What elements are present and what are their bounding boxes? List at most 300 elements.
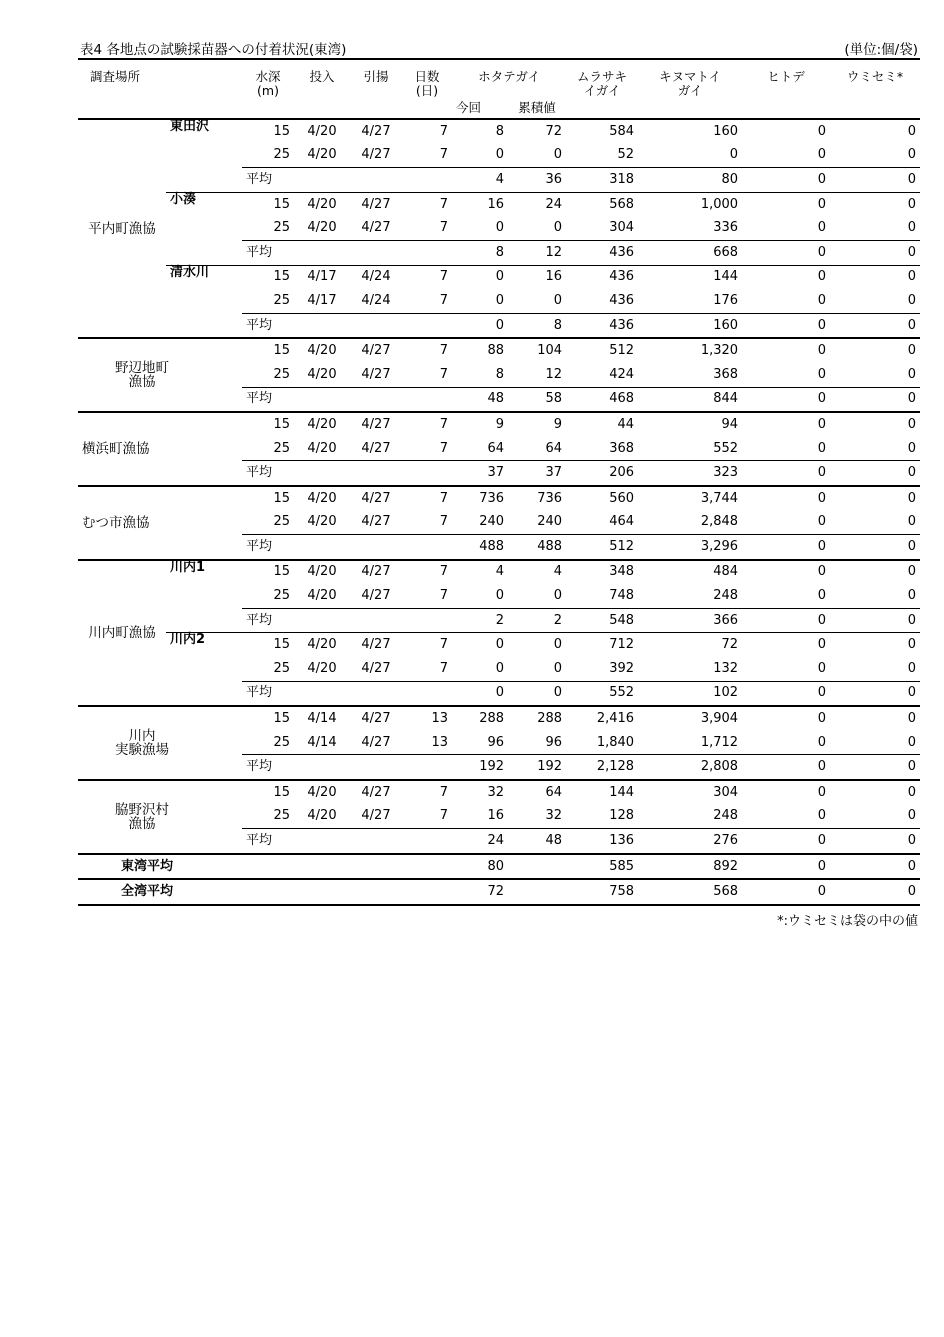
data-cell: 24 [508,192,566,216]
data-cell: 248 [713,588,739,604]
avg-label: 平均 [242,535,294,560]
data-cell: 7 [439,660,449,676]
avg-cell: 318 [566,168,638,193]
data-cell: 15 [242,192,294,216]
data-cell: 0 [817,147,827,163]
data-cell: 0 [830,338,920,363]
data-cell: 4/14 [294,706,350,731]
data-cell: 72 [508,119,566,144]
data-cell: 288 [452,706,508,731]
data-cell: 2,848 [700,514,739,530]
data-cell: 512 [566,338,638,363]
avg-cell: 160 [638,313,742,338]
data-cell: 4/20 [307,440,337,456]
data-cell: 4/20 [307,366,337,382]
data-cell: 13 [402,706,452,731]
hiranai-location [78,119,166,338]
data-cell: 4/27 [350,486,402,511]
data-cell: 2,416 [566,706,638,731]
data-cell: 0 [817,514,827,530]
data-cell: 4/27 [361,588,391,604]
avg-cell: 80 [638,168,742,193]
data-cell: 368 [609,440,635,456]
avg-cell: 366 [638,608,742,633]
data-cell: 4/27 [350,780,402,805]
data-cell: 0 [817,808,827,824]
data-cell: 16 [508,265,566,289]
sub-location: 小湊 [166,192,242,265]
header-location: 調査場所 [90,69,141,84]
data-cell: 4/20 [294,780,350,805]
data-cell: 7 [439,366,449,382]
data-cell: 424 [609,366,635,382]
header-days: 日数 (日) [414,69,440,98]
avg-cell: 102 [638,681,742,706]
data-cell: 15 [242,780,294,805]
data-cell: 0 [495,147,505,163]
data-cell: 0 [817,734,827,750]
data-cell: 0 [742,412,830,437]
data-cell: 88 [452,338,508,363]
data-cell: 7 [402,486,452,511]
data-cell: 0 [495,660,505,676]
data-cell: 0 [817,220,827,236]
avg-cell: 2 [508,608,566,633]
data-cell: 736 [508,486,566,511]
data-cell: 0 [907,734,917,750]
sub-location: 川内2 [166,633,242,706]
avg-empty [294,681,452,706]
data-cell: 4/20 [307,660,337,676]
header-scallop-cumulative: 累積値 [518,100,556,115]
data-cell: 0 [742,192,830,216]
data-cell: 8 [495,366,505,382]
avg-cell: 136 [566,829,638,854]
data-cell: 0 [553,588,563,604]
avg-cell: 0 [742,168,830,193]
avg-cell: 323 [638,461,742,486]
data-cell: 15 [242,119,294,144]
data-cell: 4/27 [361,440,391,456]
site-row [78,706,920,731]
summary-cell: 892 [638,854,742,880]
avg-cell: 192 [452,755,508,780]
data-cell: 0 [830,560,920,585]
avg-empty [294,535,452,560]
data-cell: 4/20 [307,588,337,604]
data-cell: 1,712 [700,734,739,750]
data-cell: 1,000 [638,192,742,216]
avg-label: 平均 [242,461,294,486]
avg-label: 平均 [242,240,294,265]
data-cell: 4/20 [294,338,350,363]
data-cell: 712 [566,633,638,657]
avg-label: 平均 [242,829,294,854]
data-cell: 0 [495,220,505,236]
header-depth: 水深 (m) [255,69,281,98]
data-cell: 0 [907,366,917,382]
summary-cell: 758 [566,879,638,905]
data-cell: 64 [508,780,566,805]
data-cell: 9 [452,412,508,437]
avg-cell: 4 [452,168,508,193]
data-cell: 304 [609,220,635,236]
avg-cell: 3,296 [638,535,742,560]
sub-location: 川内1 [166,560,242,633]
avg-empty [294,755,452,780]
avg-cell: 276 [638,829,742,854]
data-cell: 8 [452,119,508,144]
site-row [78,560,920,585]
data-cell: 64 [487,440,505,456]
avg-cell: 58 [508,387,566,412]
data-cell: 0 [907,292,917,308]
header-retrieve: 引揚 [363,69,389,84]
data-cell: 368 [713,366,739,382]
data-cell: 15 [242,560,294,585]
data-cell: 7 [439,440,449,456]
summary-row [78,854,920,880]
data-cell: 0 [742,338,830,363]
avg-cell: 0 [508,681,566,706]
data-cell: 144 [638,265,742,289]
summary-cell: 0 [830,879,920,905]
avg-cell: 0 [742,755,830,780]
data-cell: 7 [439,220,449,236]
data-cell: 0 [907,588,917,604]
data-cell: 0 [742,633,830,657]
summary-cell [508,854,566,880]
avg-cell: 0 [742,681,830,706]
table-body [78,119,920,905]
data-cell: 4/20 [294,633,350,657]
location-name: 川内町漁協 [88,624,156,641]
avg-cell: 206 [566,461,638,486]
avg-cell: 0 [830,755,920,780]
data-cell: 7 [439,292,449,308]
data-cell: 4 [508,560,566,585]
data-cell: 392 [609,660,635,676]
data-cell: 0 [742,119,830,144]
data-cell: 3,744 [638,486,742,511]
data-cell: 7 [439,808,449,824]
data-cell: 72 [638,633,742,657]
data-cell: 64 [545,440,563,456]
avg-cell: 48 [452,387,508,412]
data-cell: 0 [742,486,830,511]
avg-cell: 0 [742,387,830,412]
avg-cell: 436 [566,240,638,265]
avg-label: 平均 [242,608,294,633]
data-cell: 4/27 [361,734,391,750]
avg-cell: 37 [452,461,508,486]
data-cell: 160 [638,119,742,144]
wakinosawa-location: 脇野沢村 漁協 [78,780,242,854]
kawauchi-location [78,560,166,707]
data-cell: 7 [402,338,452,363]
data-cell: 7 [402,412,452,437]
data-cell: 4/20 [294,412,350,437]
data-cell: 25 [273,660,291,676]
data-cell: 568 [566,192,638,216]
data-cell: 4/27 [361,808,391,824]
data-cell: 4/27 [350,633,402,657]
avg-empty [294,608,452,633]
data-cell: 436 [609,292,635,308]
data-cell: 7 [439,147,449,163]
data-cell: 25 [273,440,291,456]
header-deploy: 投入 [309,69,335,84]
data-cell: 4/27 [361,220,391,236]
mutsu-location: むつ市漁協 [78,486,242,560]
data-cell: 0 [742,706,830,731]
avg-empty [294,387,452,412]
data-cell: 0 [830,633,920,657]
site-row [78,780,920,805]
avg-empty [294,240,452,265]
data-cell: 0 [495,292,505,308]
avg-cell: 192 [508,755,566,780]
header-starfish: ヒトデ [767,69,805,84]
avg-empty [294,461,452,486]
avg-cell: 512 [566,535,638,560]
avg-label: 平均 [242,387,294,412]
data-cell: 15 [242,412,294,437]
data-cell: 25 [273,220,291,236]
avg-cell: 552 [566,681,638,706]
data-cell: 1,840 [596,734,635,750]
data-cell: 560 [566,486,638,511]
data-cell: 52 [617,147,635,163]
header-mussel: ムラサキ イガイ [577,69,628,98]
data-cell: 4 [452,560,508,585]
avg-cell: 2 [452,608,508,633]
header-ascidian: ウミセミ* [846,69,904,84]
data-cell: 15 [242,338,294,363]
summary-label: 全湾平均 [78,879,242,905]
header-scallop: ホタテガイ [478,69,540,84]
data-cell: 176 [713,292,739,308]
avg-cell: 37 [508,461,566,486]
data-cell: 4/27 [361,147,391,163]
data-cell: 15 [242,706,294,731]
data-cell: 104 [508,338,566,363]
site-row [78,192,920,216]
summary-cell: 0 [830,854,920,880]
nohechi-location: 野辺地町 漁協 [78,338,242,412]
data-cell: 0 [452,265,508,289]
data-cell: 128 [609,808,635,824]
data-cell: 96 [545,734,563,750]
footnote: *:ウミセミは袋の中の値 [777,914,918,929]
data-cell: 4/24 [361,292,391,308]
data-cell: 0 [817,660,827,676]
avg-cell: 0 [452,313,508,338]
summary-cell: 0 [742,854,830,880]
data-cell: 16 [452,192,508,216]
data-cell: 584 [566,119,638,144]
data-cell: 0 [742,560,830,585]
data-cell: 0 [907,808,917,824]
data-cell: 248 [713,808,739,824]
summary-cell: 0 [742,879,830,905]
data-cell: 32 [452,780,508,805]
summary-cell [508,879,566,905]
data-cell: 240 [537,514,563,530]
data-cell: 0 [907,440,917,456]
data-cell: 0 [830,265,920,289]
summary-cell: 568 [638,879,742,905]
data-cell: 4/20 [307,220,337,236]
data-cell: 144 [566,780,638,805]
avg-empty [294,168,452,193]
data-cell: 25 [273,808,291,824]
data-cell: 0 [830,486,920,511]
data-cell: 13 [431,734,449,750]
data-cell: 0 [817,440,827,456]
data-cell: 0 [907,147,917,163]
data-cell: 0 [830,780,920,805]
avg-cell: 24 [452,829,508,854]
avg-cell: 8 [508,313,566,338]
data-cell: 7 [402,560,452,585]
site-row [78,412,920,437]
avg-cell: 548 [566,608,638,633]
avg-cell: 0 [830,829,920,854]
data-cell: 0 [907,220,917,236]
data-cell: 25 [273,147,291,163]
data-cell: 4/20 [294,119,350,144]
data-cell: 4/20 [294,560,350,585]
data-cell: 4/20 [307,147,337,163]
avg-cell: 0 [742,461,830,486]
summary-cell: 585 [566,854,638,880]
data-cell: 0 [830,412,920,437]
yokohama-location: 横浜町漁協 [78,412,242,486]
header-kinuma: キヌマトイ ガイ [659,69,721,98]
avg-label: 平均 [242,681,294,706]
avg-cell: 0 [452,681,508,706]
avg-cell: 8 [452,240,508,265]
data-cell: 9 [508,412,566,437]
data-cell: 7 [439,588,449,604]
data-cell: 132 [713,660,739,676]
data-cell: 3,904 [638,706,742,731]
avg-label: 平均 [242,755,294,780]
data-cell: 336 [713,220,739,236]
avg-cell: 488 [508,535,566,560]
data-cell: 15 [242,265,294,289]
avg-cell: 0 [742,535,830,560]
avg-cell: 0 [830,240,920,265]
data-cell: 0 [729,147,739,163]
sub-location: 東田沢 [166,119,242,192]
data-cell: 0 [907,514,917,530]
avg-cell: 0 [830,608,920,633]
data-cell: 7 [402,780,452,805]
data-cell: 4/27 [350,192,402,216]
table-sheet [78,36,920,929]
data-cell: 0 [817,588,827,604]
data-cell: 25 [273,588,291,604]
site-row [78,633,920,657]
data-cell: 4/27 [350,560,402,585]
data-cell: 15 [242,486,294,511]
data-cell: 4/27 [350,338,402,363]
data-cell: 25 [273,292,291,308]
summary-empty [242,879,452,905]
site-row [78,486,920,511]
data-cell: 0 [907,660,917,676]
data-cell: 0 [830,192,920,216]
kawauchi_exp-location: 川内 実験漁場 [78,706,242,780]
table-title: 表4 各地点の試験採苗器への付着状況(東湾) [80,42,347,58]
avg-cell: 0 [830,387,920,412]
location-name: 平内町漁協 [88,220,156,237]
avg-cell: 0 [742,240,830,265]
avg-cell: 12 [508,240,566,265]
data-cell: 0 [553,147,563,163]
data-cell: 16 [487,808,505,824]
data-cell: 4/20 [307,514,337,530]
avg-cell: 48 [508,829,566,854]
avg-cell: 488 [452,535,508,560]
avg-cell: 2,128 [566,755,638,780]
data-cell: 0 [817,366,827,382]
data-cell: 7 [402,265,452,289]
data-cell: 0 [742,265,830,289]
avg-cell: 36 [508,168,566,193]
data-cell: 748 [609,588,635,604]
data-cell: 4/24 [350,265,402,289]
avg-empty [294,829,452,854]
data-cell: 0 [495,588,505,604]
data-cell: 0 [830,119,920,144]
data-cell: 4/27 [361,514,391,530]
unit-label: (単位:個/袋) [844,42,918,58]
header-scallop-current: 今回 [456,100,482,115]
data-cell: 0 [452,633,508,657]
data-cell: 464 [609,514,635,530]
avg-label: 平均 [242,313,294,338]
avg-cell: 0 [830,535,920,560]
summary-empty [242,854,452,880]
summary-cell: 72 [452,879,508,905]
data-cell: 4/27 [361,660,391,676]
data-cell: 7 [402,633,452,657]
site-row [78,338,920,363]
avg-cell: 0 [830,313,920,338]
data-cell: 4/20 [294,486,350,511]
data-cell: 0 [817,292,827,308]
summary-row [78,879,920,905]
data-cell: 0 [830,706,920,731]
avg-cell: 468 [566,387,638,412]
site-row [78,119,920,144]
avg-empty [294,313,452,338]
site-row [78,265,920,289]
avg-cell: 844 [638,387,742,412]
title-row [78,36,920,58]
header-row [78,59,920,98]
avg-label: 平均 [242,168,294,193]
summary-label: 東湾平均 [78,854,242,880]
data-cell: 4/17 [294,265,350,289]
data-cell: 4/17 [307,292,337,308]
avg-cell: 668 [638,240,742,265]
avg-cell: 0 [742,608,830,633]
avg-cell: 0 [830,168,920,193]
